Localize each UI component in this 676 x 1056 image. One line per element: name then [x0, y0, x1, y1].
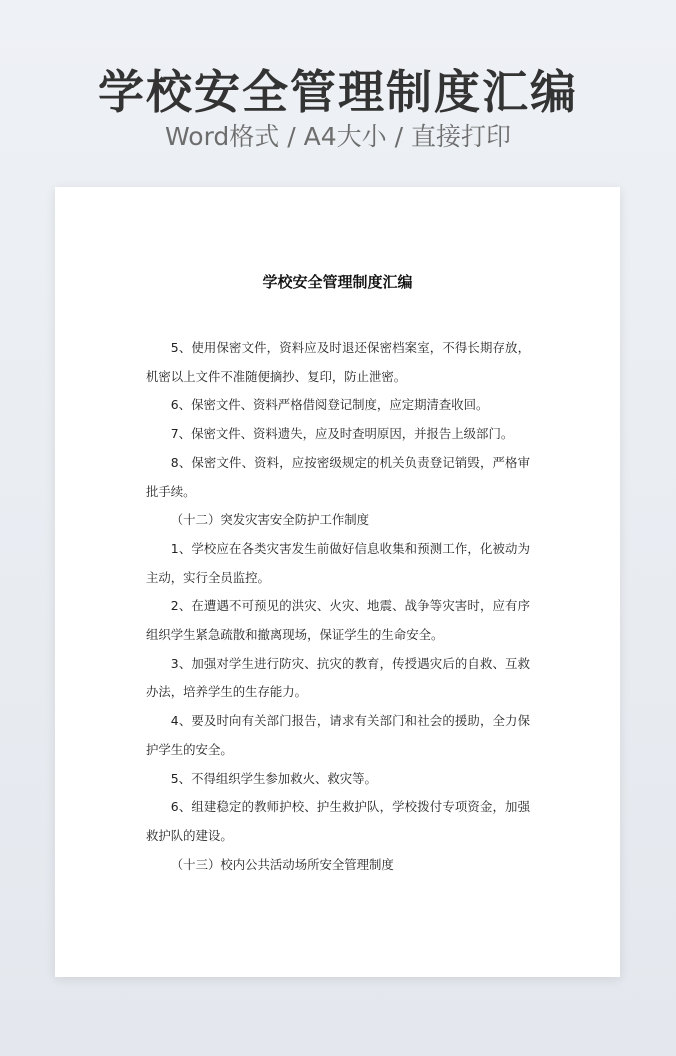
document-paragraph: 6、组建稳定的教师护校、护生救护队，学校拨付专项资金，加强救护队的建设。 — [146, 799, 530, 843]
document-paragraph: 8、保密文件、资料，应按密级规定的机关负责登记销毁，严格审批手续。 — [146, 454, 530, 499]
document-paragraph: 2、在遭遇不可预见的洪灾、火灾、地震、战争等灾害时，应有序组织学生紧急疏散和撤离现场，保证学生的生命安全。 — [146, 598, 530, 643]
document-paragraph: 5、不得组织学生参加救火、救灾等。 — [170, 770, 377, 786]
document-title: 学校安全管理制度汇编 — [262, 273, 413, 291]
document-paragraph: 4、要及时向有关部门报告，请求有关部门和社会的援助，全力保护学生的安全。 — [146, 713, 530, 757]
document-paragraph: 7、保密文件、资料遗失，应及时查明原因，并报告上级部门。 — [170, 426, 514, 442]
section-heading: （十三）校内公共活动场所安全管理制度 — [170, 856, 394, 872]
banner-subtitle: Word格式 / A4大小 / 直接打印 — [165, 122, 511, 151]
banner-title: 学校安全管理制度汇编 — [98, 65, 578, 119]
document-body — [146, 334, 530, 879]
document-paragraph: 5、使用保密文件，资料应及时退还保密档案室，不得长期存放，机密以上文件不准随便摘抄、复印，防止泄密。 — [146, 340, 530, 384]
document-paragraph: 6、保密文件、资料严格借阅登记制度，应定期清查收回。 — [170, 397, 489, 413]
section-heading: （十二）突发灾害安全防护工作制度 — [170, 512, 370, 528]
document-paragraph: 3、加强对学生进行防灾、抗灾的教育，传授遇灾后的自救、互救办法，培养学生的生存能力。 — [146, 655, 530, 700]
document-paragraph: 1、学校应在各类灾害发生前做好信息收集和预测工作，化被动为主动，实行全员监控。 — [146, 540, 530, 585]
